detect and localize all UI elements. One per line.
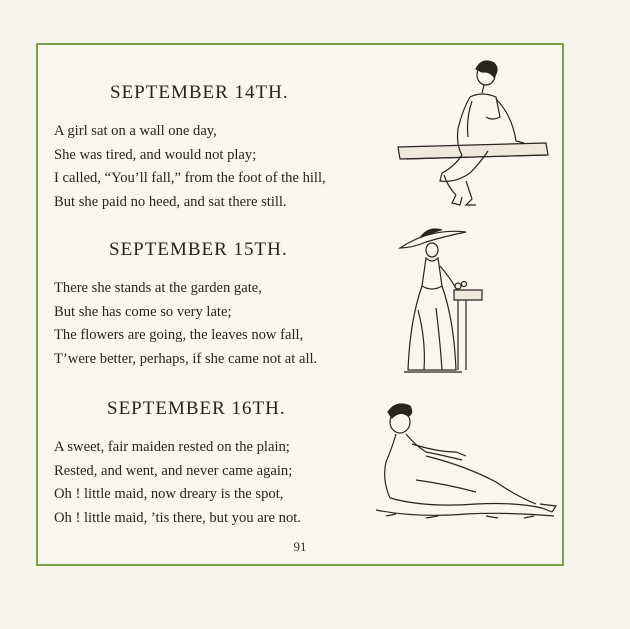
verse-line: Oh ! little maid, now dreary is the spot,	[54, 486, 284, 502]
verse-line: Oh ! little maid, ’tis there, but you are not.	[54, 509, 301, 526]
entry-heading-sept-16: SEPTEMBER 16TH.	[107, 398, 286, 419]
verse-line: She was tired, and would not play;	[54, 146, 257, 163]
verse-line: But she paid no heed, and sat there still.	[54, 193, 287, 210]
verse-line: A sweet, fair maiden rested on the plain;	[54, 439, 290, 455]
girl-on-wall-illustration	[396, 55, 556, 215]
verse-line: A girl sat on a wall one day,	[54, 123, 217, 139]
entry-heading-sept-14: SEPTEMBER 14TH.	[110, 82, 289, 103]
page-number: 91	[293, 539, 307, 554]
verse-line: T’were better, perhaps, if she came not at all.	[54, 350, 318, 367]
verse-line: Rested, and went, and never came again;	[54, 462, 293, 479]
verse-line: I called, “You’ll fall,” from the foot of the hill,	[54, 170, 326, 186]
verse-sept-14	[54, 120, 326, 214]
verse-sept-15	[54, 277, 317, 371]
verse-line: There she stands at the garden gate,	[54, 280, 262, 296]
verse-line: But she has come so very late;	[54, 303, 232, 320]
reclining-maiden-illustration	[356, 400, 561, 530]
entry-heading-sept-15: SEPTEMBER 15TH.	[109, 239, 288, 260]
girl-at-gate-illustration	[396, 220, 486, 380]
page-frame	[36, 43, 564, 566]
verse-sept-16	[54, 436, 301, 530]
verse-line: The flowers are going, the leaves now fall,	[54, 327, 304, 343]
